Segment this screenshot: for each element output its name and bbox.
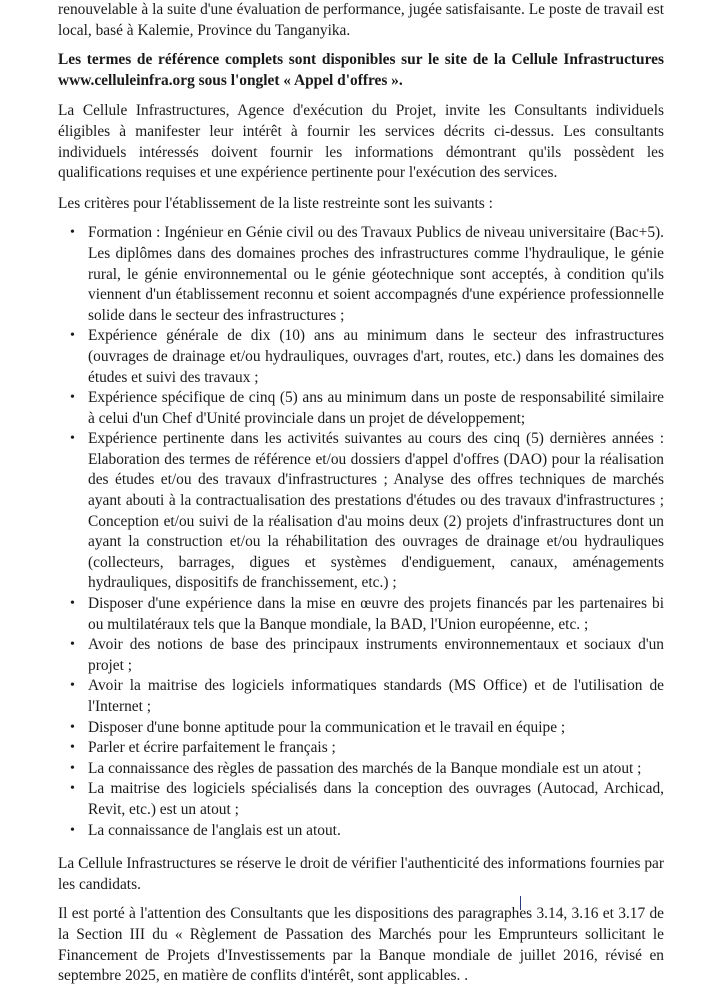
criteria-item <box>58 388 664 429</box>
criteria-item-text: Avoir la maitrise des logiciels informatiques standards (MS Office) et de l'utilisation de l'Internet ; <box>88 677 664 715</box>
criteria-item <box>58 676 664 717</box>
reserve-paragraph: La Cellule Infrastructures se réserve le droit de vérifier l'authenticité des informations fournies par les candidats. <box>58 855 664 893</box>
criteria-item <box>58 759 664 780</box>
criteria-item-text: Expérience spécifique de cinq (5) ans au minimum dans un poste de responsabilité similaire à celui d'un Chef d'Unité provinciale dans un projet de développement; <box>88 389 664 427</box>
criteria-item-text: Avoir des notions de base des principaux instruments environnementaux et sociaux d'un projet ; <box>88 636 664 674</box>
criteria-item <box>58 635 664 676</box>
invitation-paragraph: La Cellule Infrastructures, Agence d'exécution du Projet, invite les Consultants individuels éligibles à manifester leur intérêt à fournir les services décrits ci-dessus. Les consultants individuels intéressés doivent fournir les informations démontrant qu'ils possèdent les qualifications requises et une expérience pertinente pour l'exécution des services. <box>58 102 664 182</box>
criteria-item-text: La connaissance de l'anglais est un atout. <box>88 821 341 839</box>
criteria-item-text: La connaissance des règles de passation des marchés de la Banque mondiale est un atout ; <box>88 759 642 777</box>
criteria-item-text: Expérience générale de dix (10) ans au minimum dans le secteur des infrastructures (ouvrages de drainage et/ou hydrauliques, ouvrages d'art, routes, etc.) dans les domaines des études et suivi des travaux ; <box>88 327 664 386</box>
bullet-icon: • <box>70 596 75 612</box>
criteria-item <box>58 779 664 820</box>
bullet-icon: • <box>70 719 75 735</box>
criteria-item <box>58 821 664 842</box>
bullet-icon: • <box>70 781 75 797</box>
criteria-item <box>58 429 664 594</box>
criteria-item-text: Disposer d'une bonne aptitude pour la communication et le travail en équipe ; <box>88 718 566 736</box>
criteria-item-text: Disposer d'une expérience dans la mise en œuvre des projets financés par les partenaires bi ou multilatéraux tels que la Banque mondiale, la BAD, l'Union européenne, etc. ; <box>88 595 664 633</box>
criteria-intro: Les critères pour l'établissement de la liste restreinte sont les suivants : <box>58 194 493 212</box>
bullet-icon: • <box>70 822 75 838</box>
criteria-item-text: Parler et écrire parfaitement le français ; <box>88 739 336 757</box>
criteria-item <box>58 594 664 635</box>
terms-of-reference-paragraph: Les termes de référence complets sont disponibles sur le site de la Cellule Infrastructures www.celluleinfra.org sous l'onglet « Appel d'offres ». <box>58 51 664 89</box>
document-page <box>58 0 664 987</box>
bullet-icon: • <box>70 740 75 756</box>
bullet-icon: • <box>70 678 75 694</box>
criteria-list <box>58 223 664 841</box>
bullet-icon: • <box>70 390 75 406</box>
bullet-icon: • <box>70 328 75 344</box>
criteria-item-text: Expérience pertinente dans les activités suivantes au cours des cinq (5) dernières années : Elaboration des termes de référence et/ou dossiers d'appel d'offres (DAO) pour la réalisation des études et/ou des travaux d'infrastructures ; Analyse des offres techniques de marchés ayant abouti à la contractualisation des prestations d'études ou des travaux d'infrastructures ; Conception et/ou suivi de la réalisation d'au moins deux (2) projets d'infrastructures dont un ayant la construction et/ou la réhabilitation des ouvrages de drainage et/ou hydrauliques (collecteurs, barrages, digues et systèmes d'endiguement, canaux, aménagements hydrauliques, dispositifs de franchissement, etc.) ; <box>88 430 664 592</box>
bullet-icon: • <box>70 760 75 776</box>
criteria-item <box>58 223 664 326</box>
criteria-item <box>58 718 664 739</box>
bullet-icon: • <box>70 637 75 653</box>
criteria-item-text: Formation : Ingénieur en Génie civil ou des Travaux Publics de niveau universitaire (Bac+5). Les diplômes dans des domaines proches des infrastructures comme l'hydraulique, le génie rural, le génie environnemental ou le génie géotechnique sont acceptés, à condition qu'ils viennent d'un établissement reconnu et soient accompagnés d'une expérience professionnelle solide dans le secteur des infrastructures ; <box>88 224 664 324</box>
criteria-item <box>58 738 664 759</box>
bullet-icon: • <box>70 431 75 447</box>
criteria-item <box>58 326 664 388</box>
intro-paragraph: renouvelable à la suite d'une évaluation de performance, jugée satisfaisante. Le poste de travail est local, basé à Kalemie, Province du Tanganyika. <box>58 1 664 39</box>
pen-mark <box>520 896 529 910</box>
conflict-of-interest-paragraph: Il est porté à l'attention des Consultants que les dispositions des paragraphes 3.14, 3.16 et 3.17 de la Section III du « Règlement de Passation des Marchés pour les Emprunteurs sollicitant le Financement de Projets d'Investissements par la Banque mondiale de juillet 2016, révisé en septembre 2025, en matière de conflits d'intérêt, sont applicables. . <box>58 905 664 985</box>
criteria-item-text: La maitrise des logiciels spécialisés dans la conception des ouvrages (Autocad, Archicad, Revit, etc.) est un atout ; <box>88 780 664 818</box>
bullet-icon: • <box>70 225 75 241</box>
